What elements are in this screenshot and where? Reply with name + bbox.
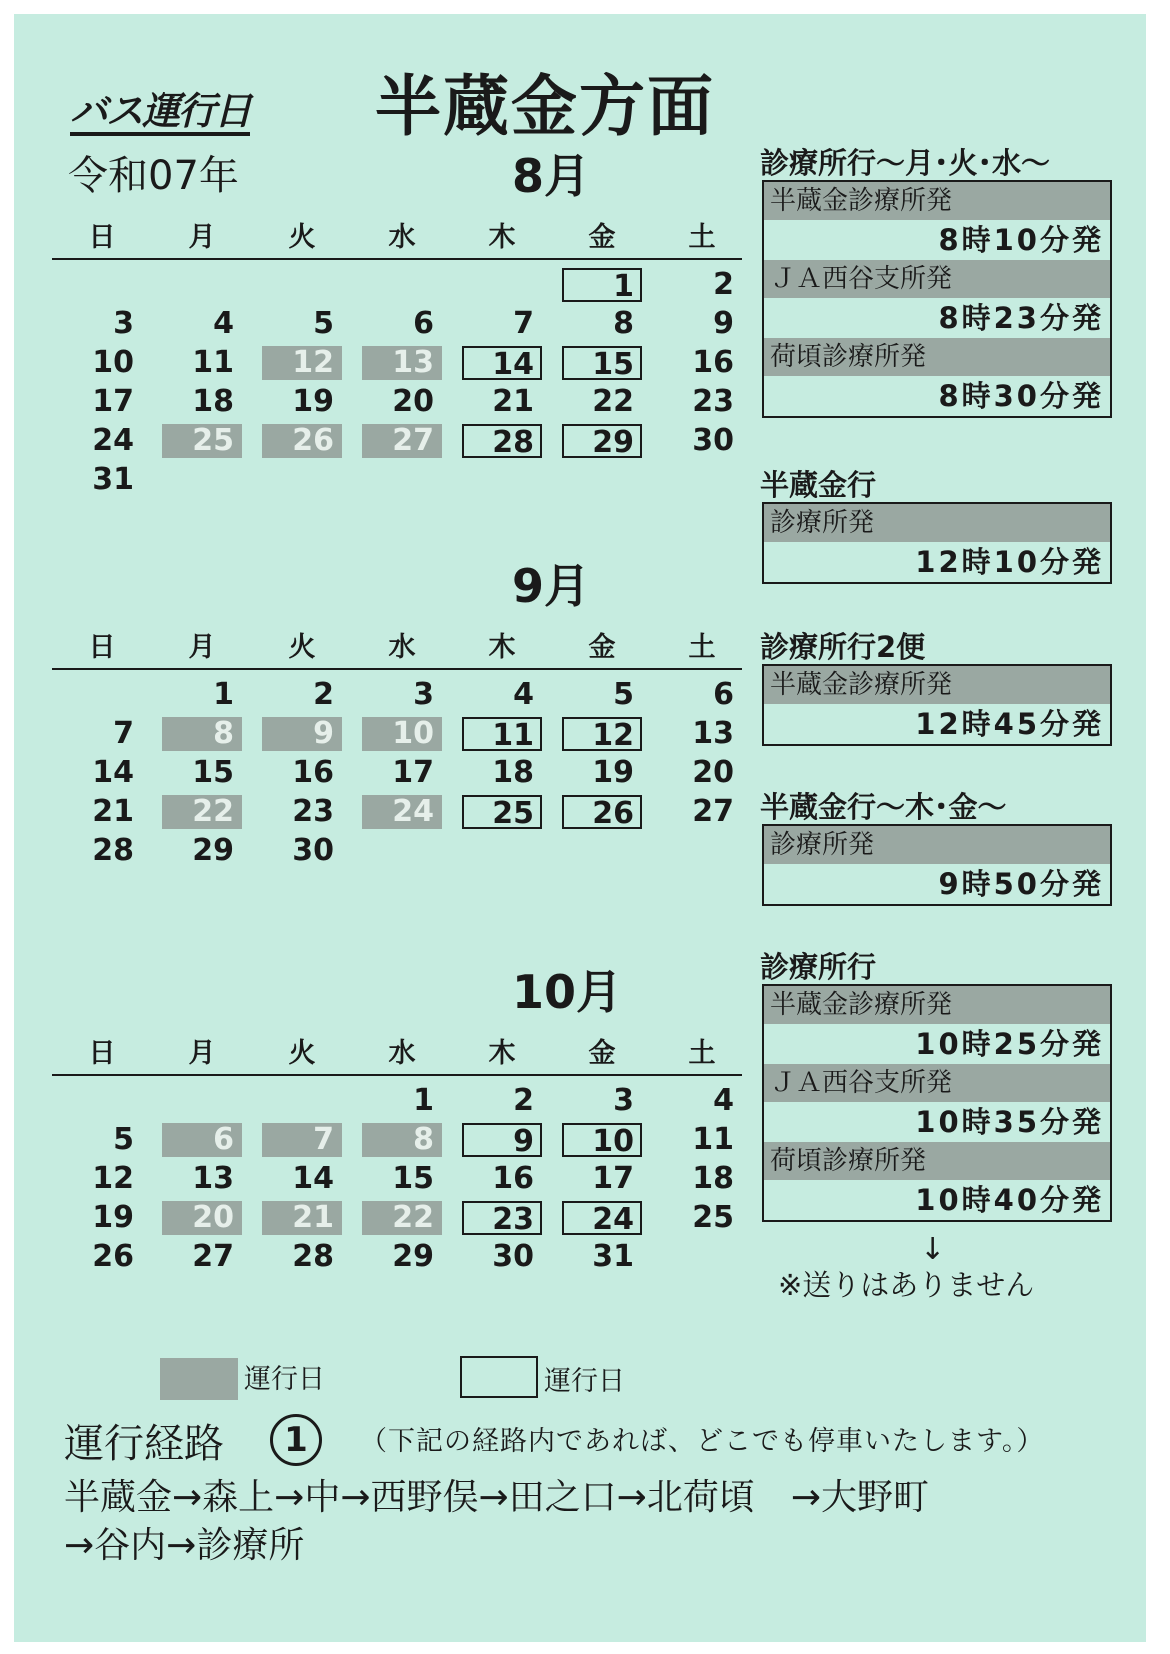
- calendar-day: 8: [362, 1123, 442, 1157]
- calendar-day: 14: [462, 346, 542, 380]
- departure-stop-label: 診療所発: [764, 826, 1110, 864]
- down-arrow-icon: ↓: [920, 1232, 946, 1267]
- calendar-day: 10: [362, 717, 442, 751]
- calendar-day: 11: [462, 717, 542, 751]
- calendar-day: 23: [292, 794, 334, 829]
- timetable-section: [760, 950, 1115, 1222]
- calendar-day: 22: [162, 795, 242, 829]
- timetable-heading: 診療所行～月･火･水～: [760, 146, 1051, 180]
- calendar-day: 23: [462, 1201, 542, 1235]
- legend-gray-label: 運行日: [244, 1364, 325, 1395]
- weekday-label: 火: [288, 222, 316, 253]
- weekday-label: 水: [388, 1038, 416, 1069]
- calendar-day: 18: [692, 1161, 734, 1196]
- weekday-label: 土: [688, 632, 716, 663]
- legend-box-swatch: [460, 1356, 538, 1398]
- calendar-day: 11: [692, 1122, 734, 1157]
- calendar-day: 20: [392, 384, 434, 419]
- departure-stop-label: ＪＡ西谷支所発: [764, 1064, 1110, 1102]
- calendar-day: 26: [262, 424, 342, 458]
- calendar-day: 3: [413, 677, 434, 712]
- calendar-day: 27: [192, 1239, 234, 1274]
- calendar-day: 23: [692, 384, 734, 419]
- no-return-note: ※送りはありません: [778, 1268, 1035, 1302]
- calendar-day: 27: [362, 424, 442, 458]
- weekday-label: 月: [188, 222, 216, 253]
- calendar-day: 15: [192, 755, 234, 790]
- calendar-day: 20: [692, 755, 734, 790]
- weekday-label: 金: [588, 222, 616, 253]
- departure-stop-label: 半蔵金診療所発: [764, 182, 1110, 220]
- month-title: 8月: [512, 149, 591, 203]
- departure-time: 10時25分発: [915, 1027, 1104, 1061]
- calendar-day: 25: [162, 424, 242, 458]
- timetable-box: [762, 664, 1112, 746]
- calendar-day: 21: [492, 384, 534, 419]
- calendar-day: 19: [92, 1200, 134, 1235]
- timetable-box: [762, 824, 1112, 906]
- calendar-day: 9: [713, 306, 734, 341]
- calendar-day: 21: [92, 794, 134, 829]
- calendar-day: 28: [92, 833, 134, 868]
- calendar-day: 30: [492, 1239, 534, 1274]
- calendar-day: 10: [562, 1123, 642, 1157]
- departure-time: 12時45分発: [915, 707, 1104, 741]
- calendar-day: 25: [692, 1200, 734, 1235]
- calendar-day: 1: [562, 268, 642, 302]
- route-line-2: →谷内→診療所: [64, 1525, 305, 1566]
- legend-box-label: 運行日: [544, 1366, 625, 1397]
- calendar-day: 11: [192, 345, 234, 380]
- weekday-header: [52, 630, 742, 670]
- calendar-day: 25: [462, 795, 542, 829]
- calendar-day: 8: [162, 717, 242, 751]
- weekday-label: 土: [688, 1038, 716, 1069]
- calendar-day: 13: [192, 1161, 234, 1196]
- calendar-day: 1: [213, 677, 234, 712]
- timetable-section: [760, 468, 1115, 584]
- calendar-day: 10: [92, 345, 134, 380]
- departure-stop-label: 荷頃診療所発: [764, 1142, 1110, 1180]
- timetable-heading: 半蔵金行～木･金～: [760, 790, 1007, 824]
- calendar-day: 24: [92, 423, 134, 458]
- calendar-day: 17: [392, 755, 434, 790]
- calendar-day: 6: [162, 1123, 242, 1157]
- timetable-box: [762, 502, 1112, 584]
- calendar-day: 31: [592, 1239, 634, 1274]
- timetable-heading: 診療所行2便: [760, 630, 926, 664]
- calendar-day: 5: [113, 1122, 134, 1157]
- route-line-1: 半蔵金→森上→中→西野俣→田之口→北荷頃 →大野町: [64, 1477, 929, 1518]
- route-number-badge: 1: [270, 1414, 322, 1466]
- era-year: 令和07年: [68, 153, 239, 199]
- legend-gray-swatch: [160, 1358, 238, 1400]
- calendar-day: 24: [362, 795, 442, 829]
- calendar-day: 4: [213, 306, 234, 341]
- calendar-day: 8: [613, 306, 634, 341]
- timetable-section: [760, 146, 1115, 418]
- weekday-label: 金: [588, 632, 616, 663]
- weekday-label: 日: [88, 1038, 116, 1069]
- month-title: 10月: [512, 965, 623, 1019]
- departure-time: 10時40分発: [915, 1183, 1104, 1217]
- calendar-day: 16: [692, 345, 734, 380]
- calendar-day: 31: [92, 462, 134, 497]
- calendar-day: 17: [92, 384, 134, 419]
- calendar-day: 30: [292, 833, 334, 868]
- departure-stop-label: 半蔵金診療所発: [764, 666, 1110, 704]
- calendar-day: 19: [292, 384, 334, 419]
- weekday-label: 水: [388, 632, 416, 663]
- calendar-day: 7: [113, 716, 134, 751]
- weekday-label: 月: [188, 1038, 216, 1069]
- calendar-day: 2: [313, 677, 334, 712]
- calendar-day: 6: [713, 677, 734, 712]
- departure-time: 8時23分発: [938, 301, 1104, 335]
- route-note: （下記の経路内であれば、どこでも停車いたします。）: [360, 1426, 1045, 1457]
- calendar-day: 22: [362, 1201, 442, 1235]
- departure-stop-label: 荷頃診療所発: [764, 338, 1110, 376]
- weekday-label: 木: [488, 632, 516, 663]
- calendar-day: 12: [262, 346, 342, 380]
- calendar-day: 15: [562, 346, 642, 380]
- calendar-day: 29: [392, 1239, 434, 1274]
- timetable-box: [762, 984, 1112, 1222]
- calendar-day: 24: [562, 1201, 642, 1235]
- weekday-label: 木: [488, 222, 516, 253]
- calendar-day: 2: [513, 1083, 534, 1118]
- calendar-day: 1: [413, 1083, 434, 1118]
- calendar-day: 22: [592, 384, 634, 419]
- calendar-day: 18: [492, 755, 534, 790]
- calendar-day: 3: [613, 1083, 634, 1118]
- timetable-heading: 診療所行: [760, 950, 877, 984]
- calendar-day: 26: [562, 795, 642, 829]
- weekday-header: [52, 220, 742, 260]
- calendar-day: 16: [292, 755, 334, 790]
- calendar-day: 30: [692, 423, 734, 458]
- weekday-label: 日: [88, 222, 116, 253]
- timetable-section: [760, 790, 1115, 906]
- timetable-section: [760, 630, 1115, 746]
- calendar-day: 2: [713, 267, 734, 302]
- departure-time: 12時10分発: [915, 545, 1104, 579]
- departure-stop-label: 診療所発: [764, 504, 1110, 542]
- calendar-day: 13: [692, 716, 734, 751]
- calendar-day: 5: [613, 677, 634, 712]
- weekday-label: 日: [88, 632, 116, 663]
- calendar-day: 12: [92, 1161, 134, 1196]
- departure-time: 10時35分発: [915, 1105, 1104, 1139]
- calendar-day: 12: [562, 717, 642, 751]
- calendar-day: 5: [313, 306, 334, 341]
- route-direction-title: 半蔵金方面: [375, 68, 715, 145]
- calendar-day: 20: [162, 1201, 242, 1235]
- departure-time: 8時30分発: [938, 379, 1104, 413]
- timetable-heading: 半蔵金行: [760, 468, 877, 502]
- calendar-day: 29: [192, 833, 234, 868]
- departure-stop-label: ＪＡ西谷支所発: [764, 260, 1110, 298]
- weekday-label: 土: [688, 222, 716, 253]
- calendar-day: 15: [392, 1161, 434, 1196]
- calendar-day: 4: [513, 677, 534, 712]
- calendar-day: 3: [113, 306, 134, 341]
- route-heading: 運行経路: [64, 1421, 224, 1467]
- weekday-label: 金: [588, 1038, 616, 1069]
- weekday-label: 水: [388, 222, 416, 253]
- calendar-day: 7: [513, 306, 534, 341]
- calendar-day: 16: [492, 1161, 534, 1196]
- calendar-day: 9: [462, 1123, 542, 1157]
- calendar-day: 14: [92, 755, 134, 790]
- calendar-day: 7: [262, 1123, 342, 1157]
- calendar-day: 26: [92, 1239, 134, 1274]
- departure-time: 9時50分発: [938, 867, 1104, 901]
- weekday-label: 火: [288, 632, 316, 663]
- calendar-day: 28: [292, 1239, 334, 1274]
- bus-operation-days-title: バス運行日: [70, 90, 250, 136]
- weekday-label: 火: [288, 1038, 316, 1069]
- calendar-day: 21: [262, 1201, 342, 1235]
- departure-time: 8時10分発: [938, 223, 1104, 257]
- calendar-day: 14: [292, 1161, 334, 1196]
- calendar-day: 17: [592, 1161, 634, 1196]
- calendar-day: 13: [362, 346, 442, 380]
- calendar-day: 27: [692, 794, 734, 829]
- departure-stop-label: 半蔵金診療所発: [764, 986, 1110, 1024]
- weekday-label: 木: [488, 1038, 516, 1069]
- calendar-day: 9: [262, 717, 342, 751]
- month-title: 9月: [512, 559, 591, 613]
- weekday-header: [52, 1036, 742, 1076]
- calendar-day: 29: [562, 424, 642, 458]
- calendar-day: 28: [462, 424, 542, 458]
- calendar-day: 18: [192, 384, 234, 419]
- weekday-label: 月: [188, 632, 216, 663]
- calendar-day: 4: [713, 1083, 734, 1118]
- calendar-day: 6: [413, 306, 434, 341]
- calendar-day: 19: [592, 755, 634, 790]
- timetable-box: [762, 180, 1112, 418]
